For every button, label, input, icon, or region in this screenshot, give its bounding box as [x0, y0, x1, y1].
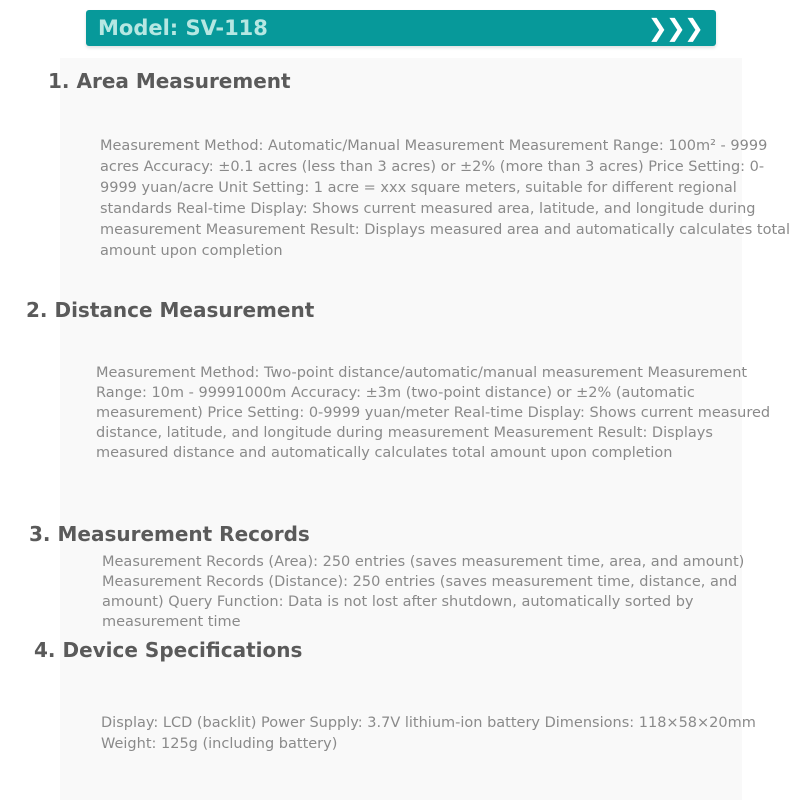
model-header-bar	[86, 10, 716, 46]
section-body-measurement-records: Measurement Records (Area): 250 entries (saves measurement time, area, and amount) Measurement Records (Distance): 250 entries (saves measurement time, distance, and amount) Query Function: Data is not lost after shutdown, automatically sorted by measurement time	[102, 554, 745, 630]
section-title-distance-measurement: 2. Distance Measurement	[26, 298, 315, 322]
section-title-measurement-records: 3. Measurement Records	[29, 522, 310, 546]
triple-chevron-right-icon: ❯❯❯	[647, 14, 702, 42]
section-title-area-measurement: 1. Area Measurement	[48, 69, 291, 93]
model-title: Model: SV-118	[98, 16, 268, 40]
section-body-distance-measurement: Measurement Method: Two-point distance/automatic/manual measurement Measurement Range: 10m - 99991000m Accuracy: ±3m (two-point distance) or ±2% (automatic measurement) Price Setting: 0-9999 yuan/meter Real-time Display: Shows current measured distance, latitude, and longitude during measurement Measurement Result: Displays measured distance and automatically calculates total amount upon completion	[96, 365, 771, 461]
section-body-device-specifications: Display: LCD (backlit) Power Supply: 3.7V lithium-ion battery Dimensions: 118×58×20mm Weight: 125g (including battery)	[101, 715, 756, 752]
section-title-device-specifications: 4. Device Specifications	[34, 638, 303, 662]
section-body-area-measurement: Measurement Method: Automatic/Manual Measurement Measurement Range: 100m² - 9999 acres Accuracy: ±0.1 acres (less than 3 acres) or ±2% (more than 3 acres) Price Setting: 0-9999 yuan/acre Unit Setting: 1 acre = xxx square meters, suitable for different regional standards Real-time Display: Shows current measured area, latitude, and longitude during measurement Measurement Result: Displays measured area and automatically calculates total amount upon completion	[100, 138, 791, 259]
